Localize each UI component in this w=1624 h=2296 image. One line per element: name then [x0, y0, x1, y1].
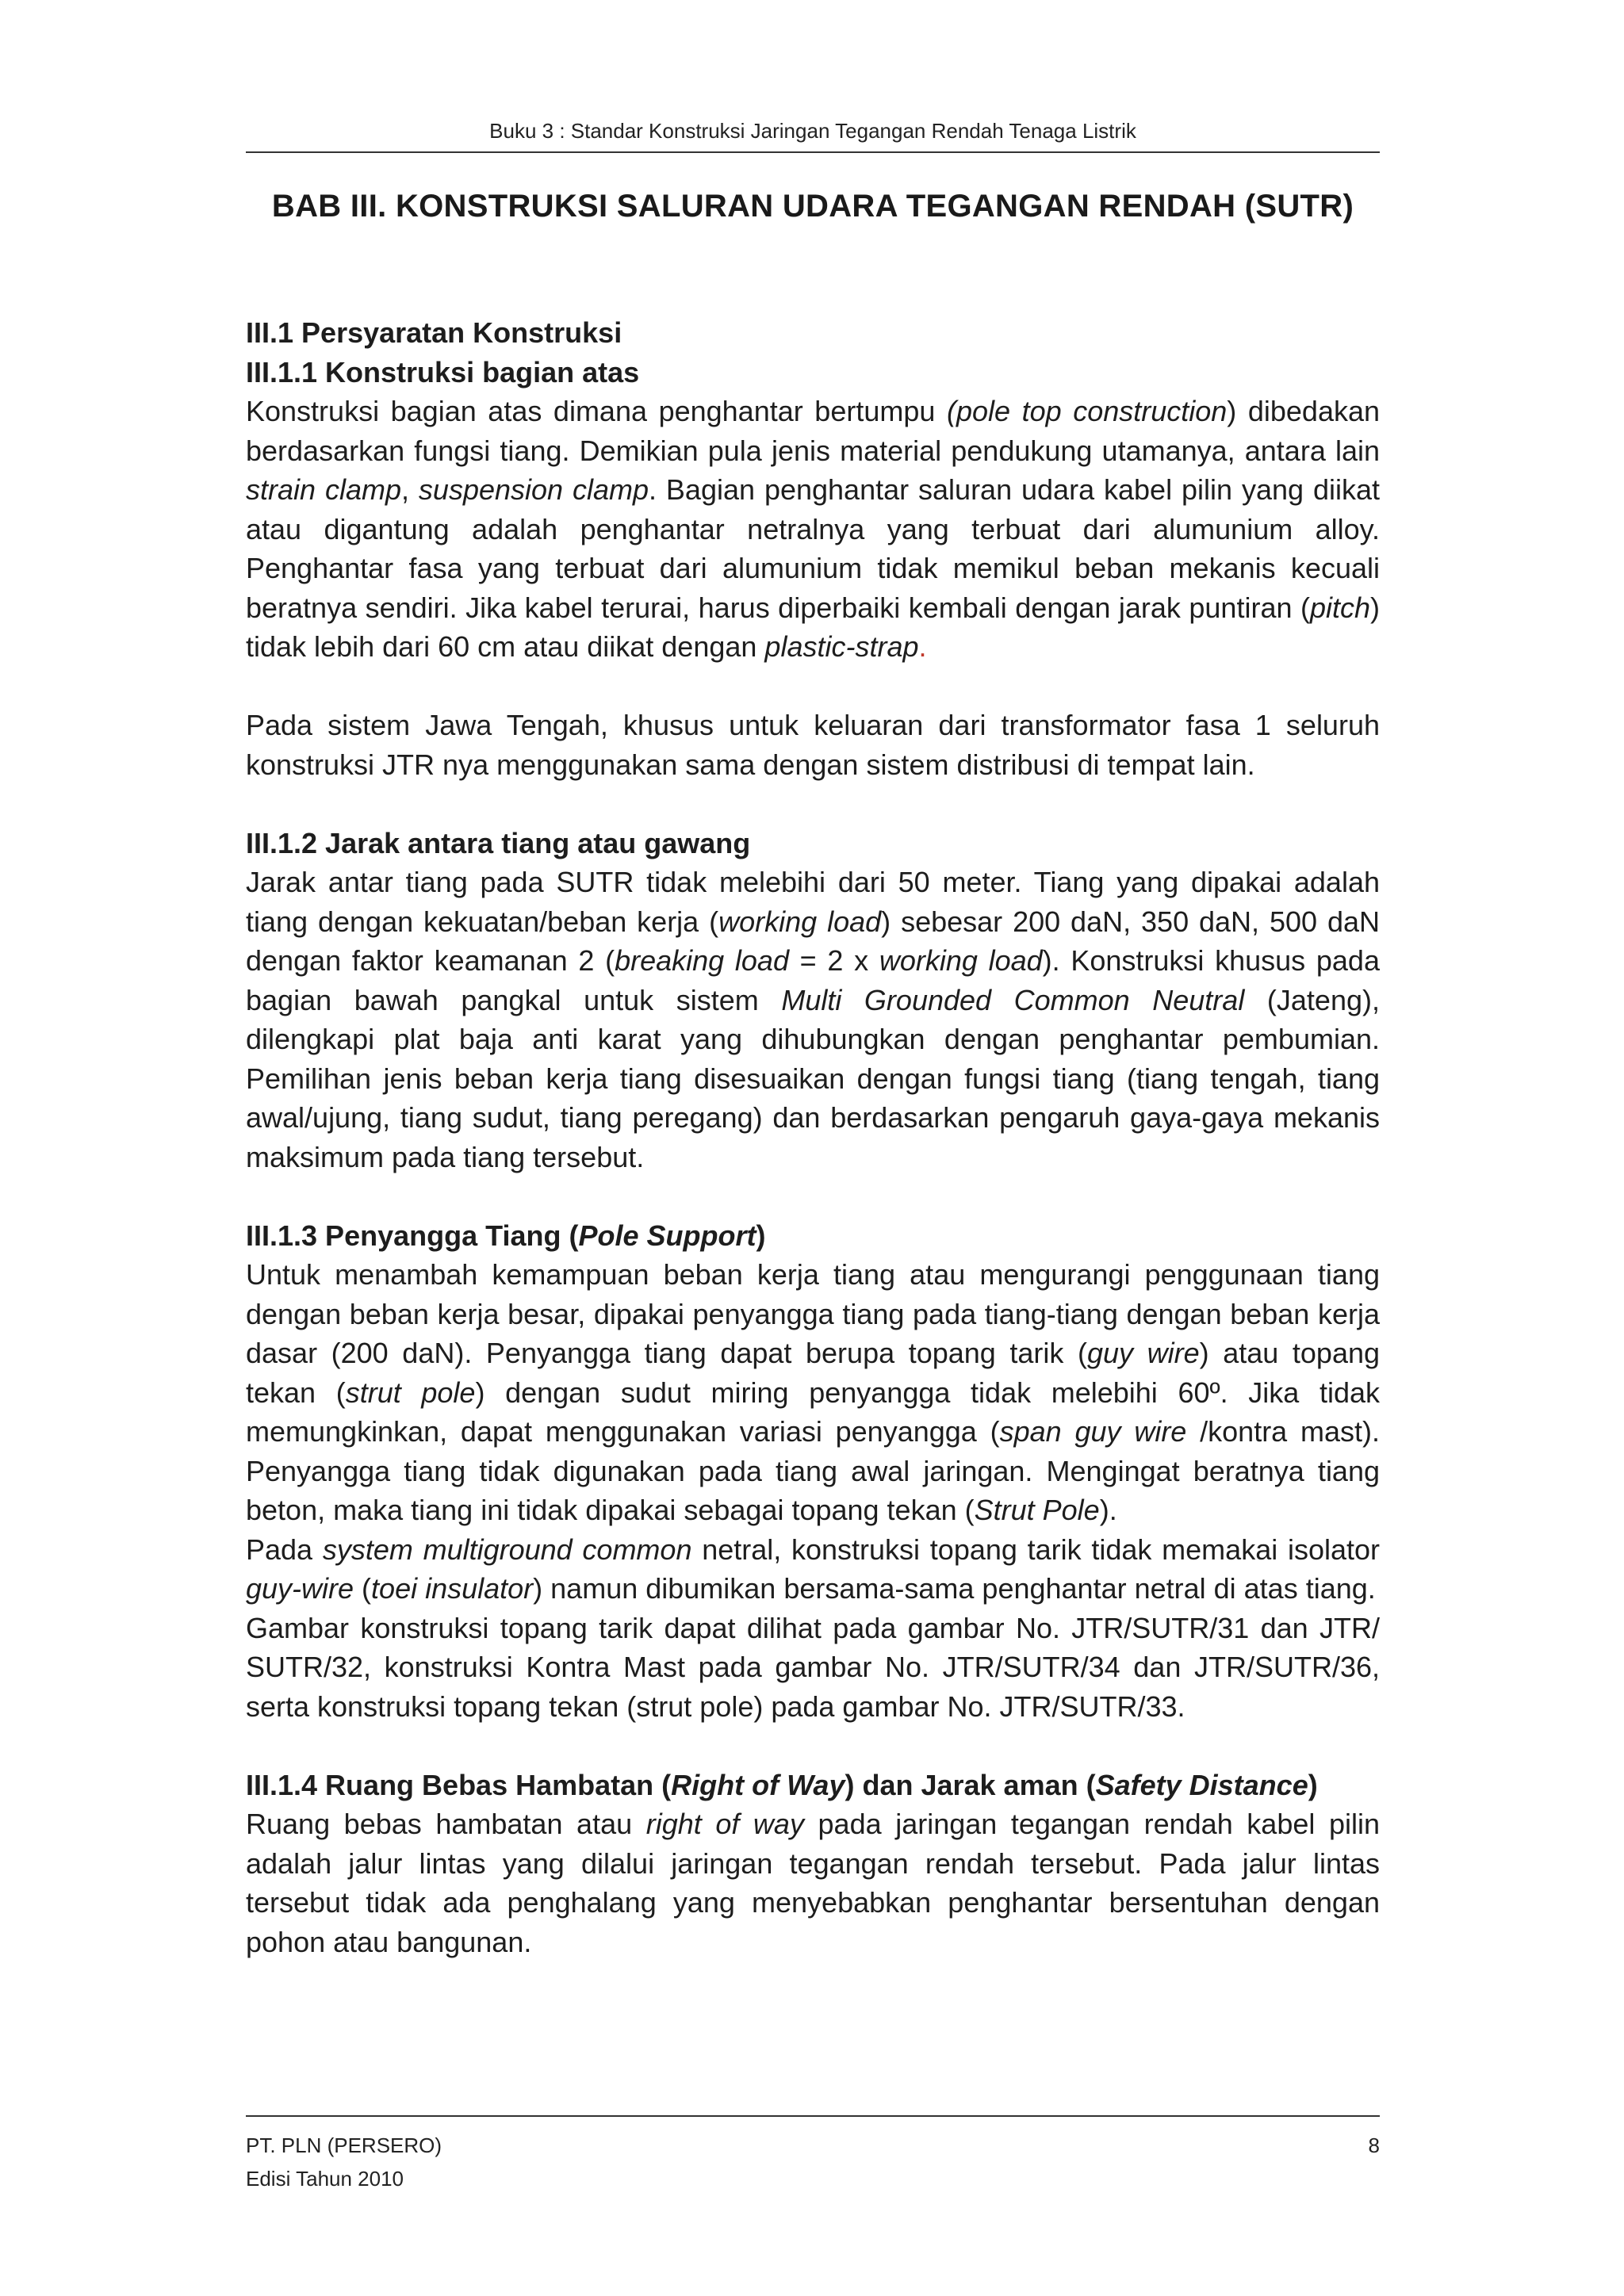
- italic-term: Strut Pole: [974, 1494, 1100, 1526]
- italic-term: strain clamp: [246, 473, 401, 506]
- paragraph-gap: [246, 667, 1380, 706]
- footer-info: [246, 2129, 442, 2195]
- paragraph-gap: [246, 1726, 1380, 1766]
- document-body: [246, 313, 1380, 1961]
- document-page: [246, 0, 1380, 2296]
- text-run: ) tidak lebih dari 60 cm atau diikat dengan: [246, 591, 1380, 663]
- italic-term: plastic-strap: [764, 630, 919, 663]
- text-run: Untuk menambah kemampuan beban kerja tiang atau mengurangi penggunaan tiang dengan beban kerja besar, dipakai penyangga tiang pada tiang-tiang dengan beban kerja dasar (200 daN). Penyangga tiang dapat berupa topang tarik (: [246, 1258, 1380, 1369]
- subsection-heading: [246, 1216, 1380, 1256]
- header-divider: [246, 151, 1380, 153]
- text-run: netral, konstruksi topang tarik tidak memakai isolator: [691, 1533, 1381, 1566]
- text-run: pada jaringan tegangan rendah kabel pilin adalah jalur lintas yang dilalui jaringan tegangan rendah tersebut. Pada jalur lintas tersebut tidak ada penghalang yang menyebabkan penghantar bersentuhan dengan pohon atau bangunan.: [246, 1808, 1380, 1958]
- heading-run: ): [1308, 1768, 1318, 1801]
- text-run: /kontra mast). Penyangga tiang tidak digunakan pada tiang awal jaringan. Mengingat beratnya tiang beton, maka tiang ini tidak dipakai sebagai topang tekan (: [246, 1415, 1381, 1526]
- italic-term: Multi Grounded Common Neutral: [781, 983, 1245, 1016]
- paragraph-gap: [246, 1177, 1380, 1216]
- subsection-heading: [246, 1766, 1380, 1805]
- text-run: ).: [1099, 1494, 1117, 1526]
- paragraph: [246, 1255, 1380, 1530]
- italic-term: suspension clamp: [418, 473, 649, 506]
- footer-company: PT. PLN (PERSERO): [246, 2133, 442, 2157]
- italic-term: span guy wire: [999, 1415, 1187, 1448]
- page-number: 8: [1368, 2133, 1380, 2157]
- text-run: ) atau topang tekan (: [246, 1337, 1381, 1409]
- italic-term: Safety Distance: [1095, 1768, 1308, 1801]
- footer-edition: Edisi Tahun 2010: [246, 2167, 404, 2191]
- text-run: ) sebesar 200 daN, 350 daN, 500 daN dengan faktor keamanan 2 (: [246, 905, 1381, 977]
- section-heading: III.1 Persyaratan Konstruksi: [246, 316, 622, 349]
- heading-run: ): [756, 1219, 766, 1252]
- chapter-title: BAB III. KONSTRUKSI SALURAN UDARA TEGANGAN RENDAH (SUTR): [271, 189, 1354, 224]
- italic-term: pitch: [1309, 591, 1370, 624]
- text-run: ). Konstruksi khusus pada bagian bawah pangkal untuk sistem: [246, 944, 1380, 1016]
- text-run: = 2 x: [788, 944, 879, 977]
- text-run: (: [354, 1572, 372, 1605]
- heading-run: ) dan Jarak aman (: [845, 1768, 1096, 1801]
- italic-term: (pole top construction: [946, 395, 1228, 427]
- heading-run: III.1.3 Penyangga Tiang (: [246, 1219, 579, 1252]
- italic-term: Right of Way: [671, 1768, 845, 1801]
- paragraph: Pada sistem Jawa Tengah, khusus untuk keluaran dari transformator fasa 1 seluruh konstruksi JTR nya menggunakan sama dengan sistem distribusi di tempat lain.: [246, 709, 1380, 781]
- paragraph: [246, 392, 1380, 667]
- italic-term: system multiground common: [322, 1533, 692, 1566]
- text-run: ,: [400, 473, 419, 506]
- heading-run: III.1.4 Ruang Bebas Hambatan (: [246, 1768, 672, 1801]
- text-run: ) namun dibumikan bersama-sama penghantar netral di atas tiang.: [533, 1572, 1376, 1605]
- text-run: Konstruksi bagian atas dimana penghantar bertumpu: [246, 395, 947, 427]
- text-run: ) dibedakan berdasarkan fungsi tiang. Demikian pula jenis material pendukung utamanya, antara lain: [246, 395, 1381, 467]
- paragraph: [246, 1530, 1380, 1609]
- text-run: ) dengan sudut miring penyangga tidak melebihi 60º. Jika tidak memungkinkan, dapat menggunakan variasi penyangga (: [246, 1376, 1380, 1448]
- italic-term: toei insulator: [371, 1572, 534, 1605]
- red-period: .: [918, 630, 927, 663]
- text-run: Ruang bebas hambatan atau: [246, 1808, 646, 1840]
- italic-term: working load: [879, 944, 1043, 977]
- paragraph: Gambar konstruksi topang tarik dapat dilihat pada gambar No. JTR/SUTR/31 dan JTR/ SUTR/32, konstruksi Kontra Mast pada gambar No. JTR/SUTR/34 dan JTR/SUTR/36, serta konstruksi topang tekan (strut pole) pada gambar No. JTR/SUTR/33.: [246, 1611, 1380, 1723]
- text-run: . Bagian penghantar saluran udara kabel pilin yang diikat atau digantung adalah penghantar netralnya yang terbuat dari alumunium alloy. Penghantar fasa yang terbuat dari alumunium tidak memikul beban mekanis kecuali beratnya sendiri. Jika kabel terurai, harus diperbaiki kembali dengan jarak puntiran (: [246, 473, 1380, 624]
- paragraph: [246, 863, 1380, 1177]
- subsection-heading: III.1.2 Jarak antara tiang atau gawang: [246, 826, 751, 859]
- italic-term: right of way: [645, 1808, 804, 1840]
- footer-divider: [246, 2115, 1380, 2117]
- paragraph-gap: [246, 784, 1380, 824]
- italic-term: working load: [718, 905, 882, 938]
- italic-term: guy-wire: [246, 1572, 354, 1605]
- italic-term: strut pole: [345, 1376, 476, 1409]
- text-run: (Jateng), dilengkapi plat baja anti karat yang dihubungkan dengan penghantar pembumian. Pemilihan jenis beban kerja tiang disesuaikan dengan fungsi tiang (tiang tengah, tiang awal/ujung, tiang sudut, tiang peregang) dan berdasarkan pengaruh gaya-gaya mekanis maksimum pada tiang tersebut.: [246, 983, 1380, 1173]
- subsection-heading: III.1.1 Konstruksi bagian atas: [246, 355, 640, 388]
- italic-term: breaking load: [615, 944, 789, 977]
- italic-term: Pole Support: [578, 1219, 756, 1252]
- text-run: Jarak antar tiang pada SUTR tidak melebihi dari 50 meter. Tiang yang dipakai adalah tiang dengan kekuatan/beban kerja (: [246, 866, 1380, 938]
- paragraph: [246, 1804, 1380, 1961]
- italic-term: guy wire: [1087, 1337, 1200, 1369]
- running-header: Buku 3 : Standar Konstruksi Jaringan Tegangan Rendah Tenaga Listrik: [489, 119, 1136, 143]
- text-run: Pada: [246, 1533, 323, 1566]
